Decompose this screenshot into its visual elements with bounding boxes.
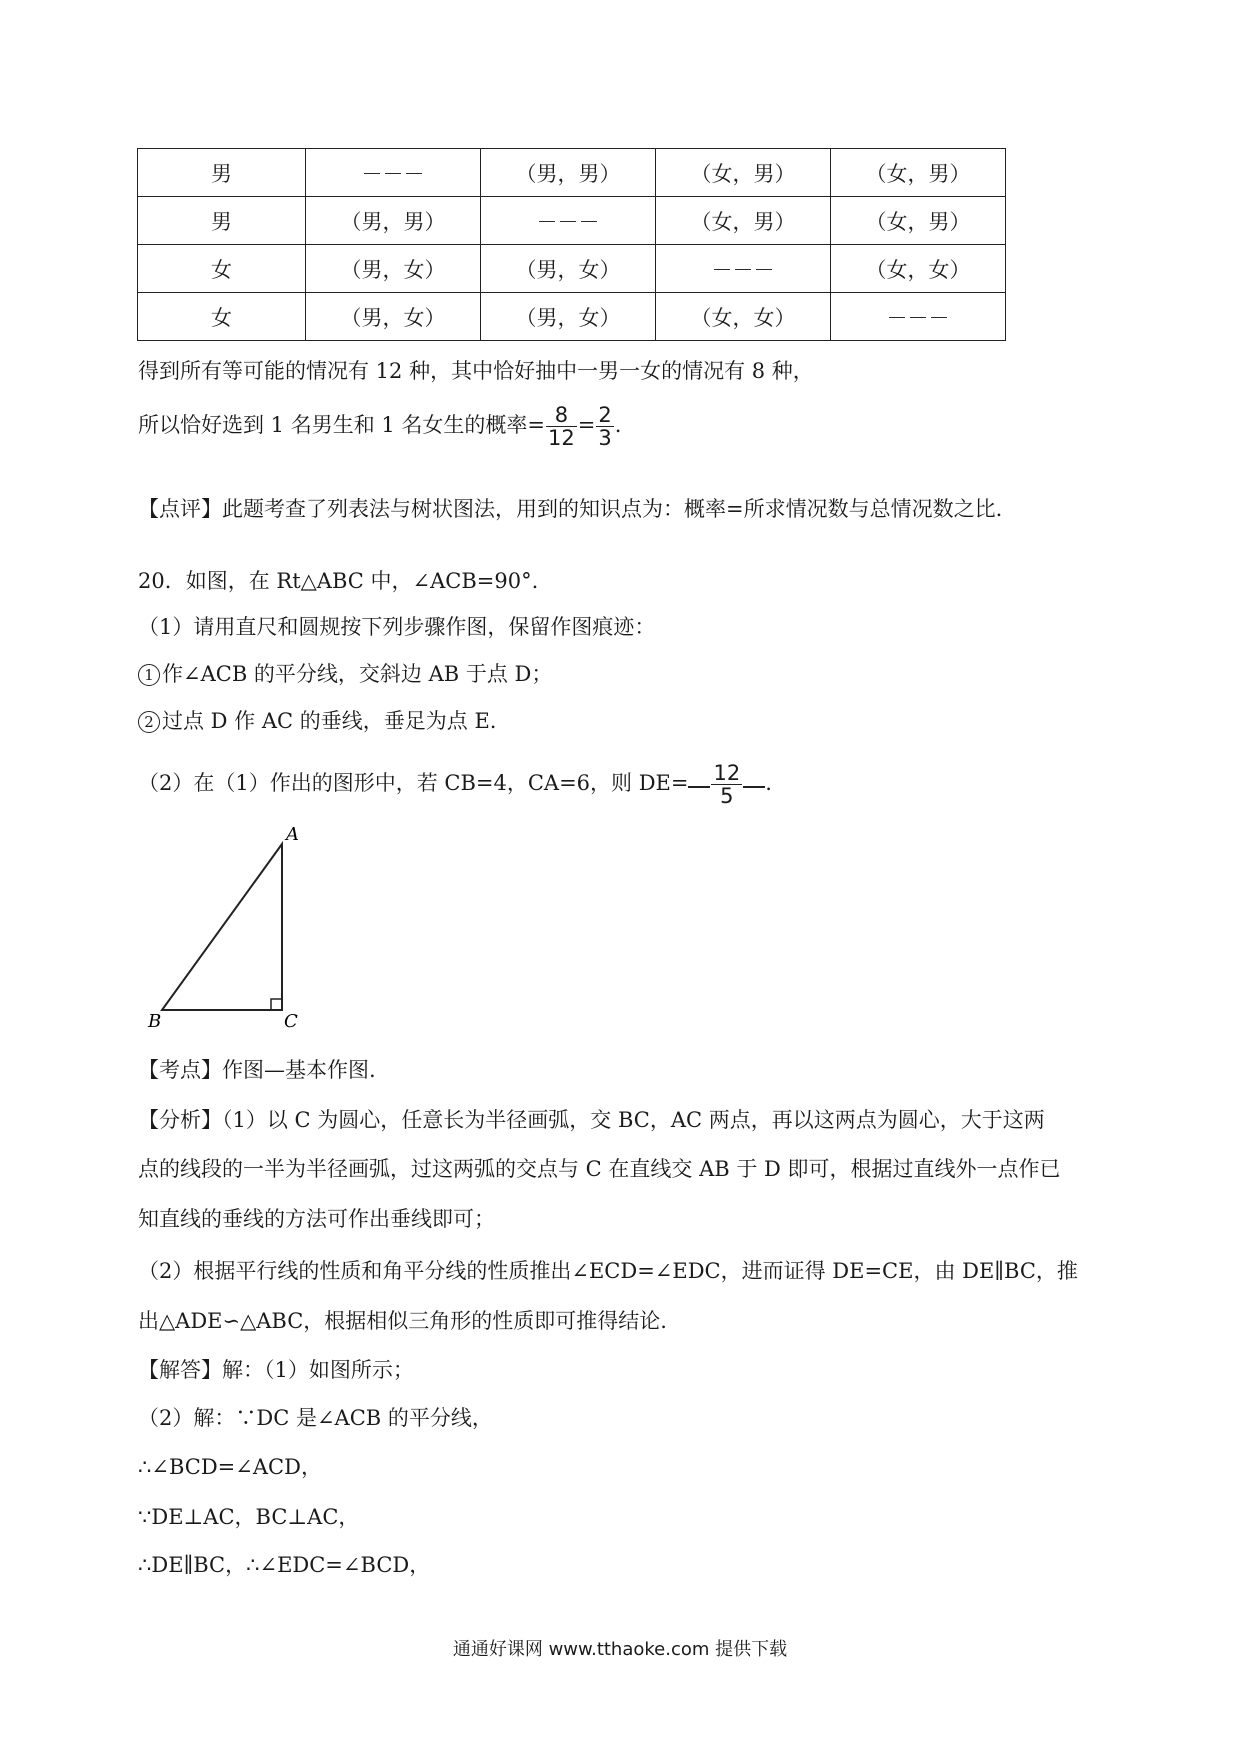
table-row: [138, 149, 1006, 197]
analysis-line-5: 出△ADE∽△ABC，根据相似三角形的性质即可推得结论.: [138, 1309, 667, 1333]
circled-number-1-icon: 1: [138, 664, 160, 686]
step-1: [138, 659, 552, 689]
table-cell: （女，男）: [656, 197, 831, 245]
fraction-2-3: [596, 404, 613, 449]
row-header-cell: 男: [138, 197, 306, 245]
solution-line-4: ∴DE∥BC，∴∠EDC=∠BCD，: [138, 1553, 431, 1577]
vertex-label-a: A: [286, 824, 299, 845]
part2-prefix: （2）在（1）作出的图形中，若 CB=4，CA=6，则 DE=: [138, 771, 689, 795]
table-cell: （女，男）: [656, 149, 831, 197]
table-cell: （女，男）: [831, 197, 1006, 245]
table-cell: －－－: [656, 245, 831, 293]
question-20-part2: [138, 762, 772, 807]
analysis-line-2: 点的线段的一半为半径画弧，过这两弧的交点与 C 在直线交 AB 于 D 即可，根据过直线外一点作已: [138, 1157, 1061, 1181]
kaodian-line: 【考点】作图—基本作图.: [138, 1058, 376, 1082]
table-row: [138, 245, 1006, 293]
table-cell: －－－: [306, 149, 481, 197]
table-row: [138, 293, 1006, 341]
row-header-cell: 女: [138, 245, 306, 293]
table-cell: （男，女）: [306, 245, 481, 293]
table-cell: （男，女）: [481, 293, 656, 341]
comment-line: 【点评】此题考查了列表法与树状图法，用到的知识点为：概率=所求情况数与总情况数之比.: [138, 497, 1003, 521]
table-cell: （男，男）: [481, 149, 656, 197]
analysis-line-4: （2）根据平行线的性质和角平分线的性质推出∠ECD=∠EDC，进而证得 DE=CE，由 DE∥BC，推: [138, 1259, 1078, 1283]
right-angle-mark: [271, 999, 282, 1010]
table-cell: （女，女）: [656, 293, 831, 341]
table-cell: （男，男）: [306, 197, 481, 245]
answer-blank-left: [688, 786, 710, 788]
result-line: 得到所有等可能的情况有 12 种，其中恰好抽中一男一女的情况有 8 种，: [138, 359, 814, 383]
question-20-part1: （1）请用直尺和圆规按下列步骤作图，保留作图痕迹：: [138, 615, 656, 639]
table-cell: （男，女）: [481, 245, 656, 293]
table-cell: （男，女）: [306, 293, 481, 341]
solution-line-1: （2）解：∵DC 是∠ACB 的平分线，: [138, 1406, 493, 1430]
analysis-line-1: 【分析】（1）以 C 为圆心，任意长为半径画弧，交 BC，AC 两点，再以这两点为圆心，大于这两: [138, 1108, 1045, 1132]
triangle-abc: [162, 844, 282, 1010]
table-cell: （女，女）: [831, 245, 1006, 293]
probability-prefix: 所以恰好选到 1 名男生和 1 名女生的概率=: [138, 413, 546, 437]
fraction-8-12: [546, 404, 577, 449]
vertex-label-c: C: [284, 1011, 298, 1032]
question-20-title: 20．如图，在 Rt△ABC 中，∠ACB=90°.: [138, 569, 539, 593]
fraction-numerator: 2: [598, 403, 612, 427]
fraction-denominator: 3: [598, 426, 612, 450]
table-row: [138, 197, 1006, 245]
table-cell: （女，男）: [831, 149, 1006, 197]
vertex-label-b: B: [148, 1011, 162, 1032]
right-triangle-diagram: [140, 822, 320, 1032]
page-footer: 通通好课网 www.tthaoke.com 提供下载: [452, 1639, 788, 1660]
circled-number-2-icon: 2: [138, 711, 160, 733]
period: .: [765, 771, 772, 795]
fraction-numerator: 12: [713, 761, 741, 785]
solution-line-2: ∴∠BCD=∠ACD，: [138, 1455, 322, 1479]
period: .: [614, 413, 622, 437]
table-cell: －－－: [481, 197, 656, 245]
step-2: [138, 706, 496, 736]
step-1-text: 作∠ACB 的平分线，交斜边 AB 于点 D；: [162, 662, 553, 686]
analysis-line-3: 知直线的垂线的方法可作出垂线即可；: [138, 1207, 495, 1231]
answer-blank-right: [743, 786, 765, 788]
equals-sign: =: [577, 413, 596, 437]
probability-line: [138, 404, 621, 449]
fraction-denominator: 12: [548, 426, 575, 450]
row-header-cell: 女: [138, 293, 306, 341]
fraction-numerator: 8: [554, 403, 569, 427]
step-2-text: 过点 D 作 AC 的垂线，垂足为点 E.: [162, 709, 497, 733]
answer-line: 【解答】解：（1）如图所示；: [138, 1358, 414, 1382]
row-header-cell: 男: [138, 149, 306, 197]
answer-fraction: [711, 762, 742, 807]
solution-line-3: ∵DE⊥AC，BC⊥AC，: [138, 1505, 360, 1529]
table-cell: －－－: [831, 293, 1006, 341]
outcome-table: [137, 148, 1006, 341]
fraction-denominator: 5: [711, 784, 742, 807]
